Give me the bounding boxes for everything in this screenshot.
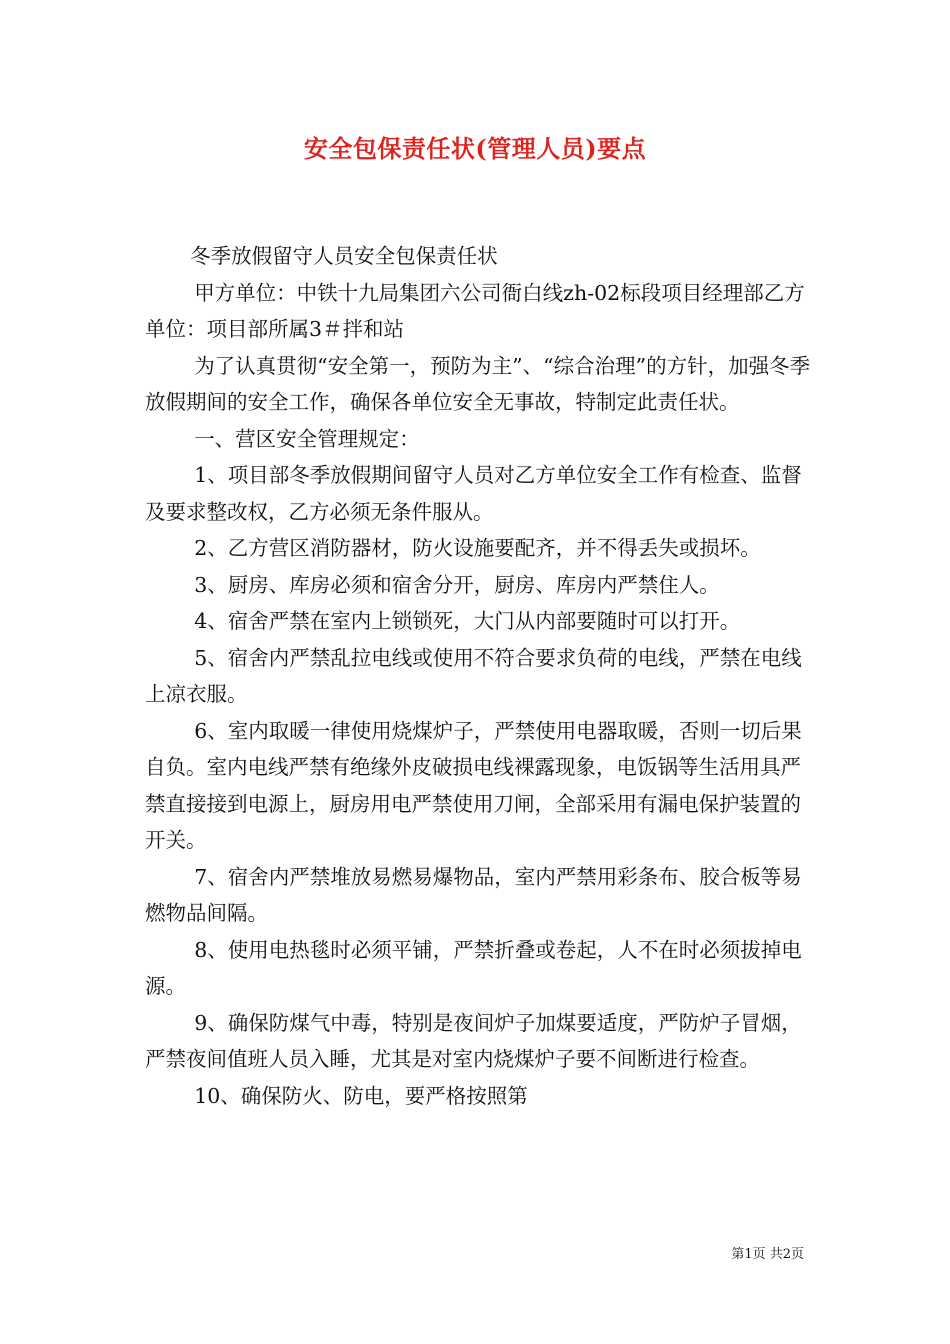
page-number: 第1页 共2页 xyxy=(731,1247,804,1262)
section-heading: 一、营区安全管理规定： xyxy=(194,426,420,451)
rule-item-6: 6、室内取暖一律使用烧煤炉子，严禁使用电器取暖，否则一切后果自负。室内电线严禁有绝缘外皮破损电线裸露现象，电饭锅等生活用具严禁直接接到电源上，厨房用电严禁使用刀闸，全部采用有漏电保护装置的开关。 xyxy=(145,718,802,852)
rule-item-5: 5、宿舍内严禁乱拉电线或使用不符合要求负荷的电线，严禁在电线上凉衣服。 xyxy=(145,645,802,706)
page-title: 安全包保责任状(管理人员)要点 xyxy=(303,134,647,163)
rule-item-9: 9、确保防煤气中毒，特别是夜间炉子加煤要适度，严防炉子冒烟，严禁夜间值班人员入睡，尤其是对室内烧煤炉子要不间断进行检查。 xyxy=(145,1010,802,1071)
document-body xyxy=(145,238,813,1114)
paragraph-purpose: 为了认真贯彻“安全第一，预防为主”、“综合治理”的方针，加强冬季放假期间的安全工作，确保各单位安全无事故，特制定此责任状。 xyxy=(145,353,811,414)
paragraph-subtitle: 冬季放假留守人员安全包保责任状 xyxy=(190,244,498,268)
rule-item-8: 8、使用电热毯时必须平铺，严禁折叠或卷起，人不在时必须拔掉电源。 xyxy=(145,937,802,998)
rule-item-10: 10、确保防火、防电，要严格按照第 xyxy=(194,1083,528,1108)
rule-item-4: 4、宿舍严禁在室内上锁锁死，大门从内部要随时可以打开。 xyxy=(194,609,741,633)
rule-item-2: 2、乙方营区消防器材，防火设施要配齐，并不得丢失或损坏。 xyxy=(194,536,761,560)
rule-item-7: 7、宿舍内严禁堆放易燃易爆物品，室内严禁用彩条布、胶合板等易燃物品间隔。 xyxy=(145,864,802,925)
rule-item-1: 1、项目部冬季放假期间留守人员对乙方单位安全工作有检查、监督及要求整改权，乙方必须无条件服从。 xyxy=(145,463,802,524)
rule-item-3: 3、厨房、库房必须和宿舍分开，厨房、库房内严禁住人。 xyxy=(194,572,720,597)
paragraph-parties: 甲方单位：中铁十九局集团六公司衙白线zh-02标段项目经理部乙方单位：项目部所属3＃拌和站 xyxy=(145,280,805,341)
